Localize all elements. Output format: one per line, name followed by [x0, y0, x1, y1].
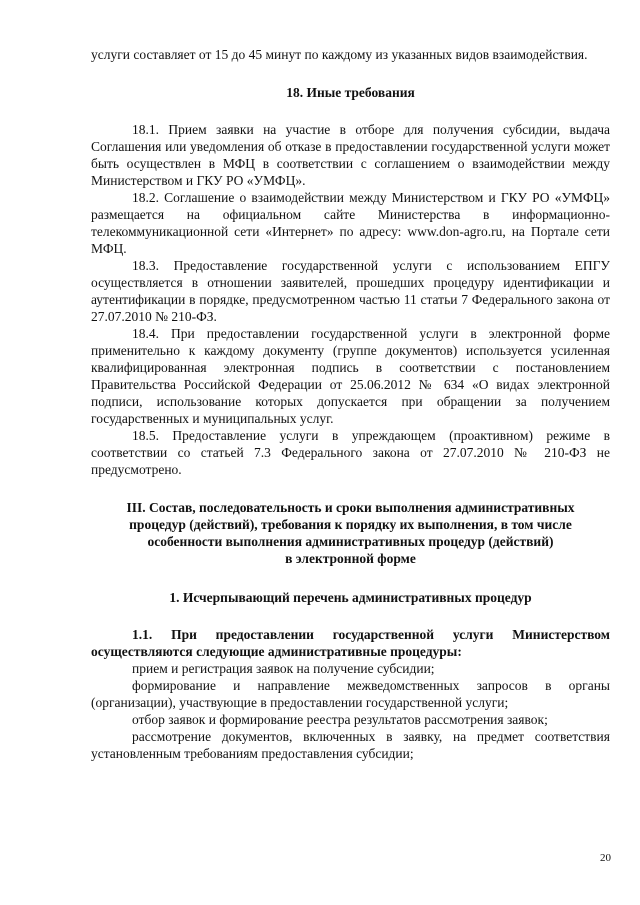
- list-item: рассмотрение документов, включенных в заявку, на предмет соответствия установленным требованиям предоставления субсидии;: [91, 729, 610, 761]
- section-heading: 18. Иные требования: [286, 85, 415, 100]
- paragraph-1-1-lead: 1.1. При предоставлении государственной услуги Министерством осуществляются следующие административные процедуры:: [91, 627, 610, 659]
- page-number: 20: [600, 852, 611, 864]
- section-18: [91, 84, 610, 478]
- part-heading-line: в электронной форме: [285, 551, 416, 566]
- paragraph-18-1: 18.1. Прием заявки на участие в отборе для получения субсидии, выдача Соглашения или уведомления об отказе в предоставлении государственной услуги может быть осуществлен в МФЦ в соответствии с соглашением о взаимодействии между Министерством и ГКУ РО «УМФЦ».: [91, 122, 610, 188]
- paragraph-18-2: 18.2. Соглашение о взаимодействии между Министерством и ГКУ РО «УМФЦ» размещается на официальном сайте Министерства в информационно-телекоммуникационной сети «Интернет» по адресу: www.don-agro.ru, на Портале сети МФЦ.: [91, 190, 610, 256]
- paragraph-18-5: 18.5. Предоставление услуги в упреждающем (проактивном) режиме в соответствии со статьей 7.3 Федерального закона от 27.07.2010 № 210-ФЗ не предусмотрено.: [91, 428, 610, 477]
- list-item: формирование и направление межведомственных запросов в органы (организации), участвующие в предоставлении государственной услуги;: [91, 678, 610, 710]
- part-heading-line: III. Состав, последовательность и сроки выполнения административных: [126, 500, 575, 515]
- continuation-paragraph: услуги составляет от 15 до 45 минут по каждому из указанных видов взаимодействия.: [91, 47, 588, 62]
- list-item: отбор заявок и формирование реестра результатов рассмотрения заявок;: [132, 712, 548, 727]
- paragraph-18-3: 18.3. Предоставление государственной услуги с использованием ЕПГУ осуществляется в отношении заявителей, прошедших процедуру идентификации и аутентификации в порядке, предусмотренном частью 11 статьи 7 Федерального закона от 27.07.2010 № 210-ФЗ.: [91, 258, 610, 324]
- part-heading-line: процедур (действий), требования к порядку их выполнения, в том числе: [129, 517, 572, 532]
- part-heading-line: особенности выполнения административных процедур (действий): [147, 534, 554, 549]
- subsection-1: [91, 589, 610, 762]
- list-item: прием и регистрация заявок на получение субсидии;: [132, 661, 435, 676]
- subsection-heading: 1. Исчерпывающий перечень административных процедур: [169, 590, 532, 605]
- part-3-heading: [91, 499, 610, 567]
- paragraph-18-4: 18.4. При предоставлении государственной услуги в электронной форме применительно к каждому документу (группе документов) используется усиленная квалифицированная электронная подпись в соответствии с постановлением Правительства Российской Федерации от 25.06.2012 № 634 «О видах электронной подписи, использование которых допускается при обращении за получением государственных и муниципальных услуг.: [91, 326, 610, 426]
